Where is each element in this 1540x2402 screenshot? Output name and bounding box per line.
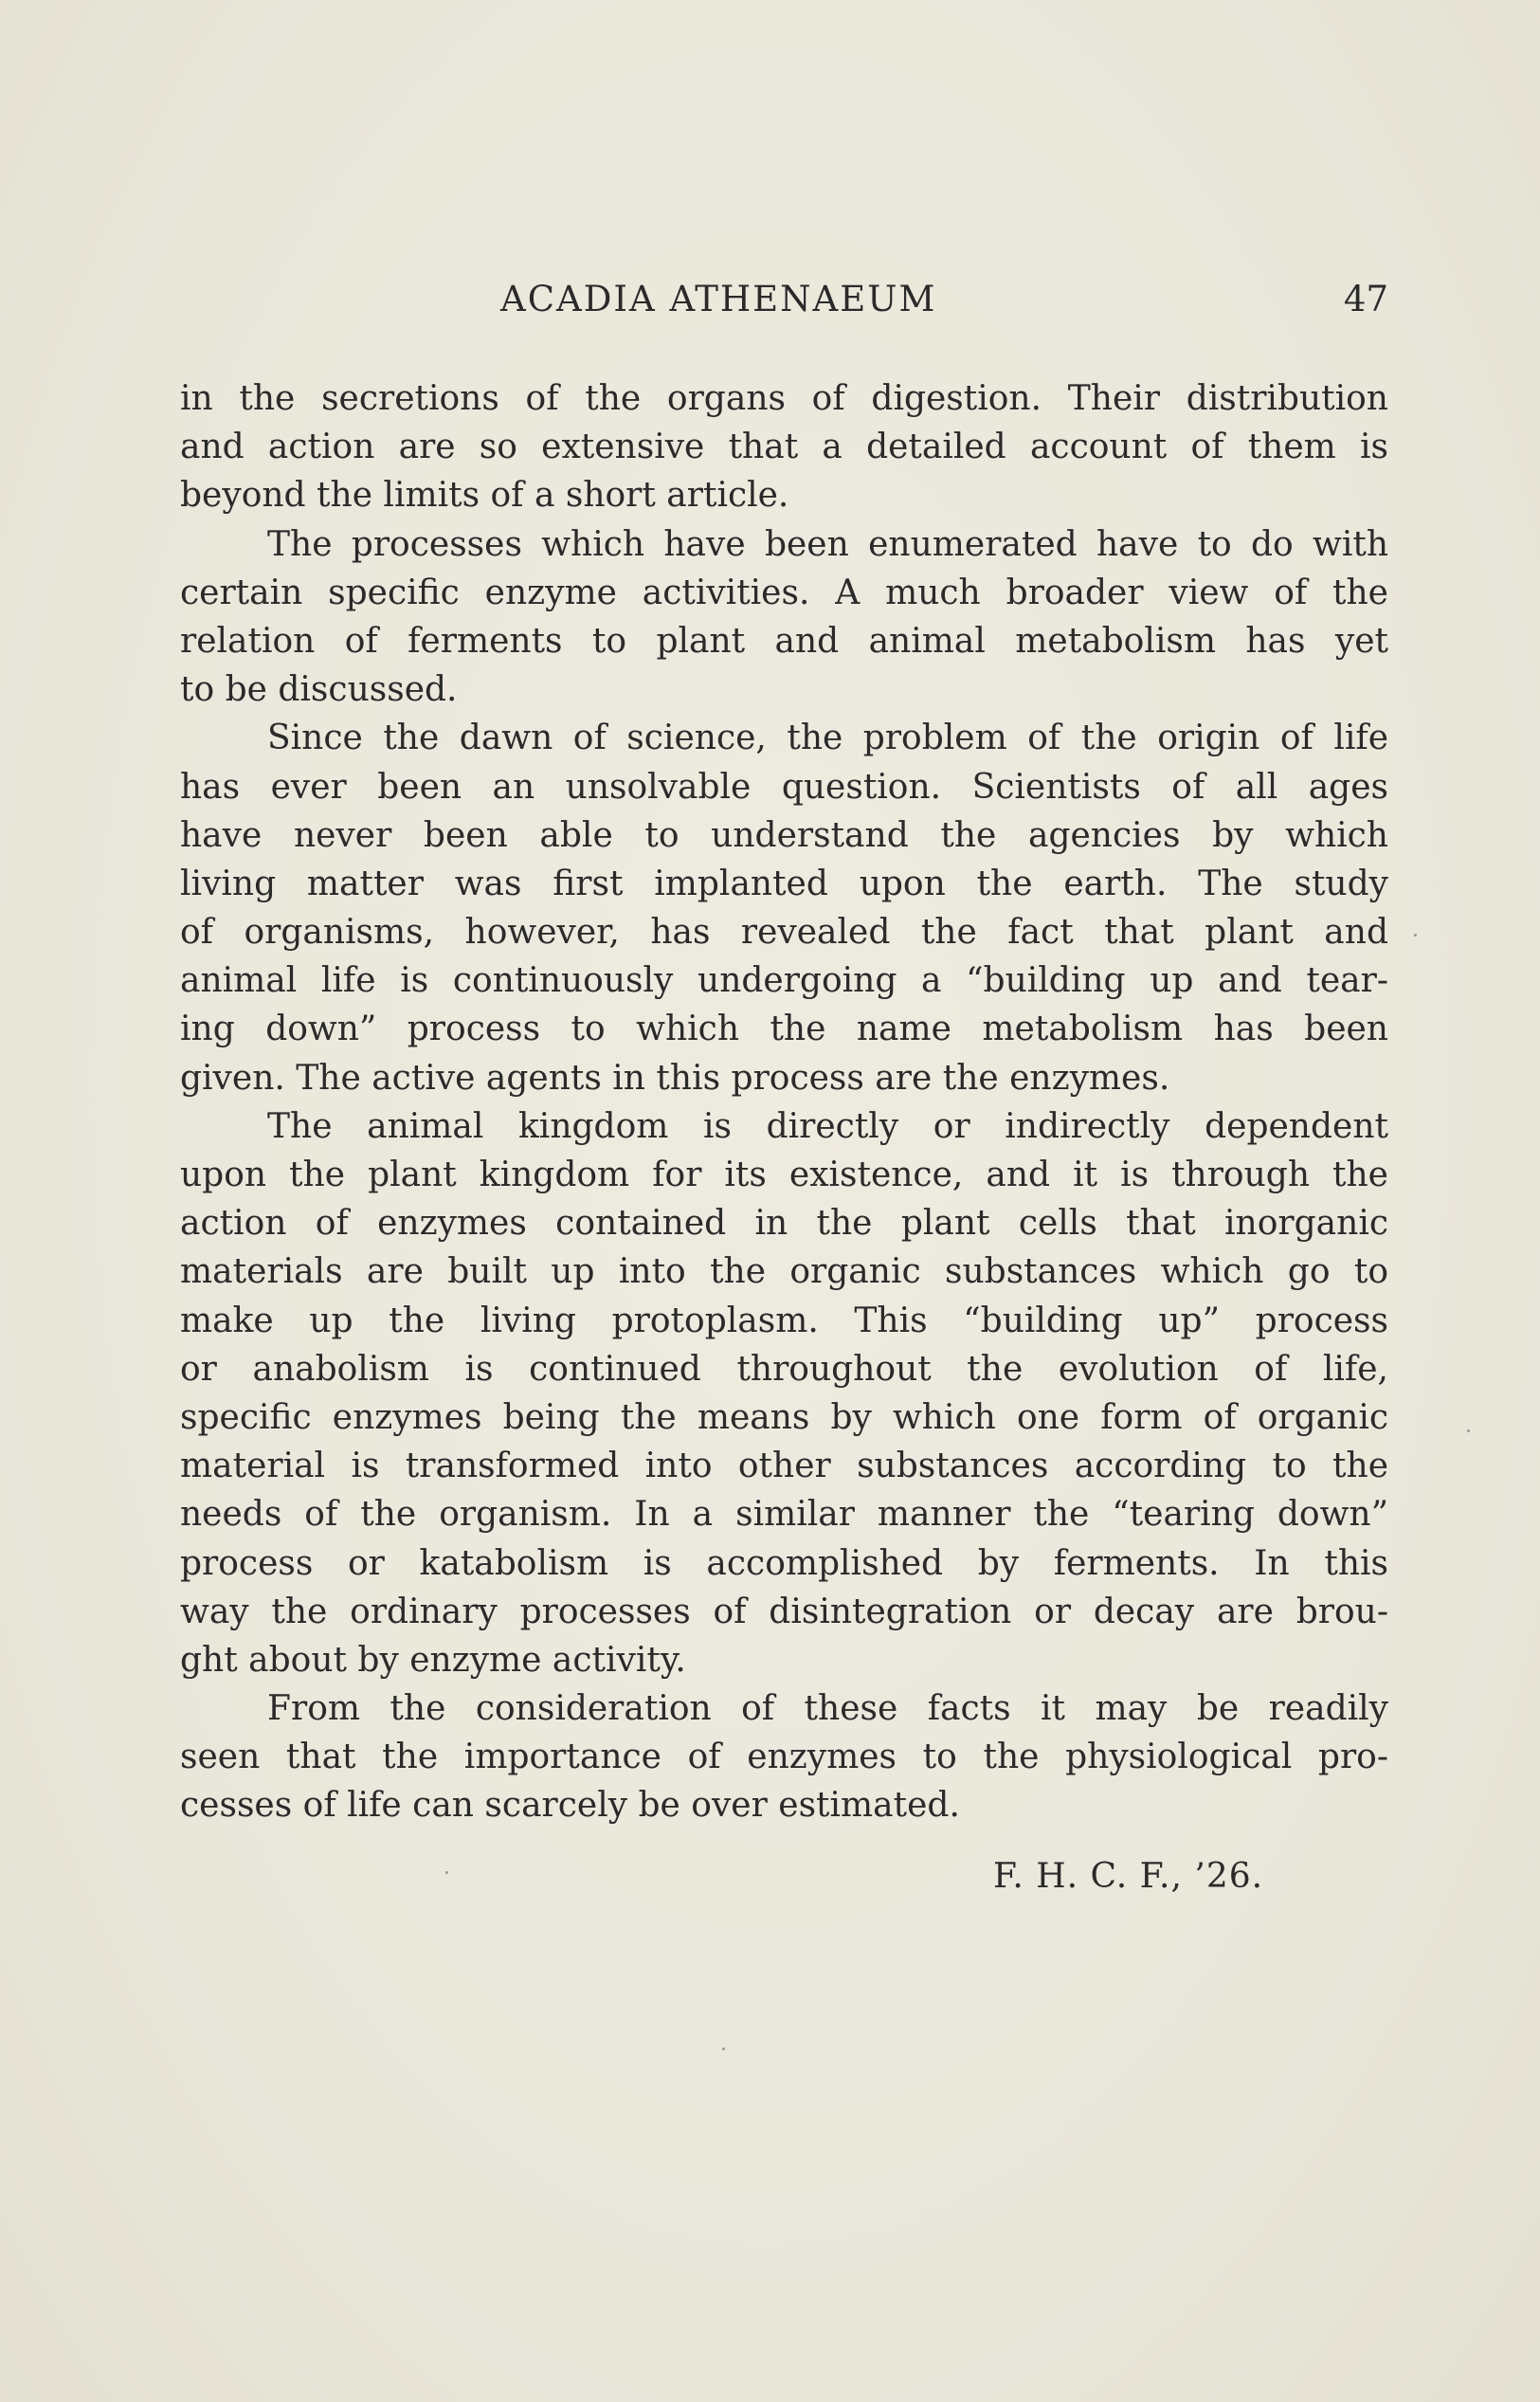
text-line: of organisms, however, has revealed the fact that plant and <box>180 913 1388 953</box>
text-line: From the consideration of these facts it may be readily <box>267 1689 1388 1729</box>
text-line: The processes which have been enumerated have to do with <box>267 524 1388 564</box>
paper-speck <box>1467 1429 1470 1432</box>
text-line: given. The active agents in this process are the enzymes. <box>180 1058 1170 1098</box>
text-line: specific enzymes being the means by which one form of organic <box>180 1397 1388 1437</box>
paper-speck <box>1414 934 1417 937</box>
text-line: Since the dawn of science, the problem of the origin of life <box>267 719 1388 758</box>
text-line: have never been able to understand the agencies by which <box>180 815 1388 855</box>
text-line: living matter was first implanted upon the earth. The study <box>180 864 1388 903</box>
text-line: has ever been an unsolvable question. Scientists of all ages <box>180 767 1388 807</box>
text-line: needs of the organism. In a similar manner the “tearing down” <box>180 1495 1388 1535</box>
text-line: certain specific enzyme activities. A much broader view of the <box>180 573 1388 612</box>
paper-speck <box>445 1871 448 1874</box>
text-line: cesses of life can scarcely be over estimated. <box>180 1786 960 1826</box>
text-line: upon the plant kingdom for its existence, and it is through the <box>180 1156 1388 1194</box>
text-line: material is transformed into other substances according to the <box>180 1447 1388 1486</box>
text-line: ght about by enzyme activity. <box>180 1640 686 1680</box>
text-line: make up the living protoplasm. This “building up” process <box>180 1301 1388 1340</box>
text-line: animal life is continuously undergoing a “building up and tear- <box>180 961 1388 1001</box>
text-line: process or katabolism is accomplished by ferments. In this <box>180 1543 1388 1583</box>
text-line: relation of ferments to plant and animal metabolism has yet <box>180 621 1388 661</box>
text-line: materials are built up into the organic substances which go to <box>180 1252 1388 1292</box>
paper-speck <box>722 2047 725 2050</box>
text-line: beyond the limits of a short article. <box>180 476 789 516</box>
article-body <box>180 374 1388 1830</box>
page-number: 47 <box>1343 279 1388 319</box>
journal-title: ACADIA ATHENAEUM <box>500 279 937 319</box>
text-line: way the ordinary processes of disintegration or decay are brou- <box>180 1592 1388 1631</box>
text-line: The animal kingdom is directly or indirectly dependent <box>267 1106 1388 1146</box>
text-line: in the secretions of the organs of digestion. Their distribution <box>180 379 1388 418</box>
running-header <box>180 273 1388 326</box>
text-line: or anabolism is continued throughout the evolution of life, <box>180 1349 1388 1389</box>
text-line: ing down” process to which the name metabolism has been <box>180 1010 1388 1049</box>
author-signature: F. H. C. F., ’26. <box>993 1857 1264 1896</box>
text-line: and action are so extensive that a detailed account of them is <box>180 428 1388 467</box>
text-line: action of enzymes contained in the plant cells that inorganic <box>180 1204 1388 1244</box>
text-line: to be discussed. <box>180 670 458 710</box>
text-line: seen that the importance of enzymes to the physiological pro- <box>180 1738 1388 1777</box>
